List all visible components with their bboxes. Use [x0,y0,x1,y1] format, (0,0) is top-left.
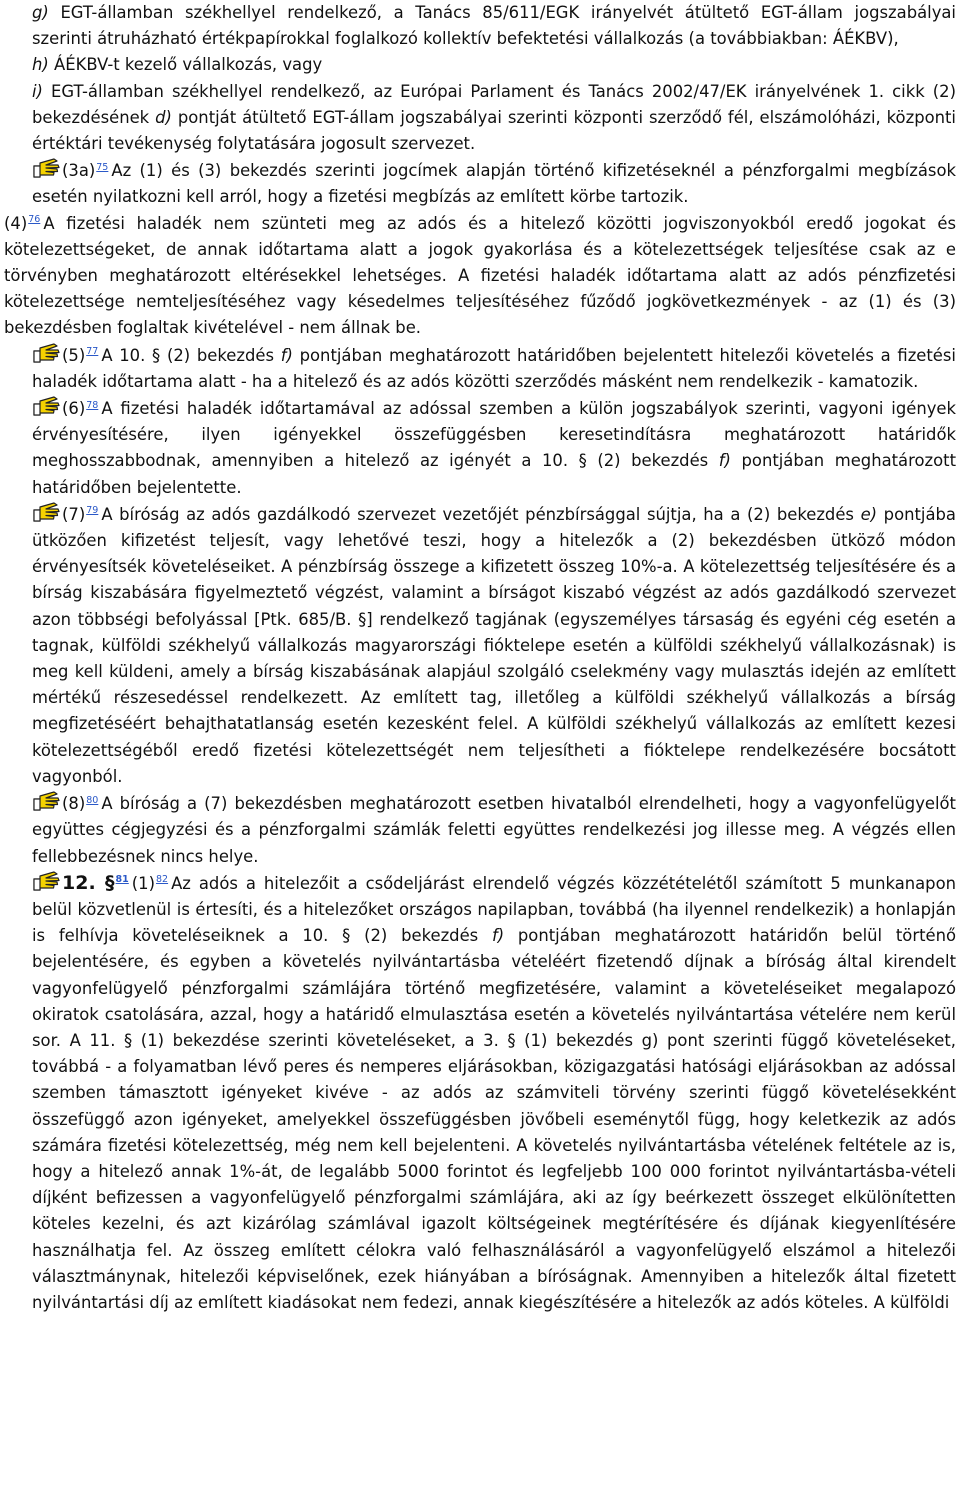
paragraph-text: Az adós a hitelezőit a csődeljárást elrendelő végzés közzétételétől számított 5 munkanapon belül közvetlenül is értesíti, és a hitelezőket országos napilapban, továbbá (ha ilyennel rendelkezik) a honlapján is felhívja követeléseiknek a 10. § (2) bekezdés [32,873,956,946]
paragraph-text: pontjában meghatározott határidőn belül történő bejelentésére, és egyben a követelés nyilvántartásba vételéért fizetendő díjnak a bíróság által kirendelt vagyonfelügyelő pénzforgalmi számlájára történő megfizetésére, valamint a követeléseiket megalapozó okiratok csatolására, azzal, hogy a határidő elmulasztása esetén a követelés nyilvántartása vételére nem kerül sor. A 11. § (1) bekezdése szerinti követeléseket, a 3. § (1) bekezdés g) pont szerinti függő követeléseket, továbbá - a folyamatban lévő peres és nemperes eljárásokban, közigazgatási hatósági eljárásokban az adóssal szemben támasztott igényeket kivéve - az adós az számviteli törvény szerinti függő követelésekként összefüggő azon igényeket, amelyekkel összefüggésben jövőbeli eseménytől függ, hogy keletkezik az adós számára fizetési kötelezettség, még nem kell bejelenteni. A követelés nyilvántartásba vételének feltétele az is, hogy a hitelező annak 1%-át, de legalább 5000 forintot és legfeljebb 100 000 forintot nyilvántartásba-vételi díjként befizessen a vagyonfelügyelő pénzforgalmi számlájára, aki az így beérkezett összeget elkülönítetten köteles kezelni, és azt kizárólag számlával igazolt költségeinek megtérítésére és díjának kiegyenlítésére használhatja fel. Az összeg említett célokra való felhasználásáról a vagyonfelügyelő elszámol a hitelezői választmánynak, hitelezői képviselőnek, ezek hiányában a bíróságnak. Amennyiben a hitelezők által fizetett nyilvántartási díj az említett kiadásokat nem fedezi, annak kiegészítésére a hitelezők az adós köteles. A külföldi [32,926,956,1312]
paragraph-text: A 10. § (2) bekezdés [101,345,281,365]
paragraph-text: A bíróság a (7) bekezdésben meghatározott esetben hivatalból elrendelheti, hogy a vagyonfelügyelőt együttes cégjegyzési és a pénzforgalmi számlák feletti együttes rendelkezési jog illesse meg. A végzés ellen fellebbezésnek nincs helye. [32,794,956,866]
footnote-link[interactable]: 77 [86,346,99,358]
item-g [4,0,956,52]
footnote-link[interactable]: 78 [86,399,99,411]
item-h [4,52,956,78]
pointing-hand-icon[interactable] [32,870,60,892]
paragraph-ref: e) [860,504,878,524]
paragraph-8 [4,790,956,870]
paragraph-text: Az (1) és (3) bekezdés szerinti jogcímek alapján történő kifizetéseknél a pénzforgalmi megbízások esetén nyilatkozni kell arról, hogy a fizetési megbízás az említett körbe tartozik. [32,161,956,207]
paragraph-number: (4) [4,213,28,233]
footnote-link[interactable]: 76 [28,214,41,226]
paragraph-text: pontjában meghatározott határidőben bejelentett hitelezői követelés a fizetési haladék időtartama alatt - ha a hitelező és az adós közötti szerződés másként nem rendelkezik - kamatozik. [32,345,956,391]
footnote-link[interactable]: 79 [86,505,99,517]
paragraph-number: (6) [62,399,86,419]
paragraph-number: (3a) [62,161,96,181]
paragraph-6 [4,395,956,501]
paragraph-text: A fizetési haladék időtartamával az adóssal szemben a külön jogszabályok szerinti, vagyoni igények érvényesítésére, ilyen igényekkel összefüggésben keresetindításra meghatározott határidők meghosszabbodnak, amennyiben a hitelező az igényét a 10. § (2) bekezdés [32,399,956,471]
paragraph-text: A bíróság az adós gazdálkodó szervezet vezetőjét pénzbírsággal sújtja, ha a (2) bekezdés [101,504,861,524]
item-text: EGT-államban székhellyel rendelkező, az Európai Parlament és Tanács 2002/47/EK irányelvének 1. cikk (2) bekezdésének [32,81,956,127]
paragraph-5 [4,342,956,395]
paragraph-number: (7) [62,504,86,524]
paragraph-3a [4,157,956,210]
footnote-link[interactable]: 75 [96,161,109,173]
pointing-hand-icon[interactable] [32,342,60,364]
paragraph-number: (5) [62,345,86,365]
item-i [4,79,956,158]
item-marker: i) [32,81,43,101]
paragraph-number: (1) [131,873,155,893]
section-number: 12. § [62,871,115,894]
paragraph-ref: f) [280,345,293,365]
paragraph-ref: f) [718,451,731,471]
item-text: EGT-államban székhellyel rendelkező, a Tanács 85/611/EGK irányelvét átültető EGT-állam jogszabályai szerinti átruházható értékpapírokkal foglalkozó kollektív befektetési vállalkozás (a továbbiakban: ÁÉKBV), [32,3,956,49]
paragraph-text: A fizetési haladék nem szünteti meg az adós és a hitelező közötti jogviszonyokból eredő jogokat és kötelezettségeket, de annak időtartama alatt a jogok gyakorlása és a kötelezettségek teljesítése csak az e törvényben meghatározott eltérésekkel lehetséges. A fizetési haladék időtartama alatt az adós pénzfizetési kötelezettsége nemteljesítéséhez vagy késedelmes teljesítéséhez fűződő jogkövetkezmények - az (1) és (3) bekezdésben foglaltak kivételével - nem állnak be. [4,213,956,338]
item-marker: g) [32,3,49,22]
paragraph-number: (8) [62,794,86,814]
pointing-hand-icon[interactable] [32,501,60,523]
pointing-hand-icon[interactable] [32,395,60,417]
paragraph-7 [4,501,956,790]
item-text: pontját átültető EGT-állam jogszabályai szerinti központi szerződő fél, elszámolóházi, központi értéktári tevékenység folytatására jogosult szervezet. [32,107,956,154]
pointing-hand-icon[interactable] [32,157,60,179]
footnote-link[interactable]: 80 [86,794,99,806]
footnote-link[interactable]: 81 [115,874,129,886]
item-text: ÁÉKBV-t kezelő vállalkozás, vagy [48,55,323,75]
footnote-link[interactable]: 82 [156,874,169,886]
paragraph-4 [4,211,956,342]
paragraph-text: pontjában meghatározott határidőben bejelentette. [32,451,956,497]
item-marker: h) [32,55,49,75]
item-ref: d) [155,107,172,127]
section-12 [4,870,956,1316]
pointing-hand-icon[interactable] [32,790,60,812]
paragraph-text: pontjába ütközően kifizetést teljesít, vagy lehetővé teszi, hogy a hitelezők a (2) bekezdésben ütköző módon érvényesítsék követeléseiket. A pénzbírság összege a kifizetett összeg 10%-a. A kötelezettség teljesítésére és a bírság kiszabására figyelmeztető végzést, valamint a bírságot kiszabó végzést az adós gazdálkodó szervezet azon többségi befolyással [Ptk. 685/B. §] rendelkező tagjának (egyszemélyes társaság és egyéni cég esetén a tagnak, külföldi székhelyű vállalkozás magyarországi fióktelepe esetén a külföldi székhelyű vállalkozásnak) is meg kell küldeni, amely a bírság kiszabásának alapjául szolgáló cselekmény vagy mulasztás idején az említett mértékű részesedéssel rendelkezett. Az említett tag, illetőleg a külföldi székhelyű vállalkozás a bírság megfizetéséért behajthatatlanság esetén kezesként felel. A külföldi székhelyű vállalkozás az említett kezesi kötelezettségéből eredő fizetési kötelezettségét nem teljesítheti a fióktelepe rendelkezésére bocsátott vagyonból. [32,504,956,786]
paragraph-ref: f) [491,926,505,946]
